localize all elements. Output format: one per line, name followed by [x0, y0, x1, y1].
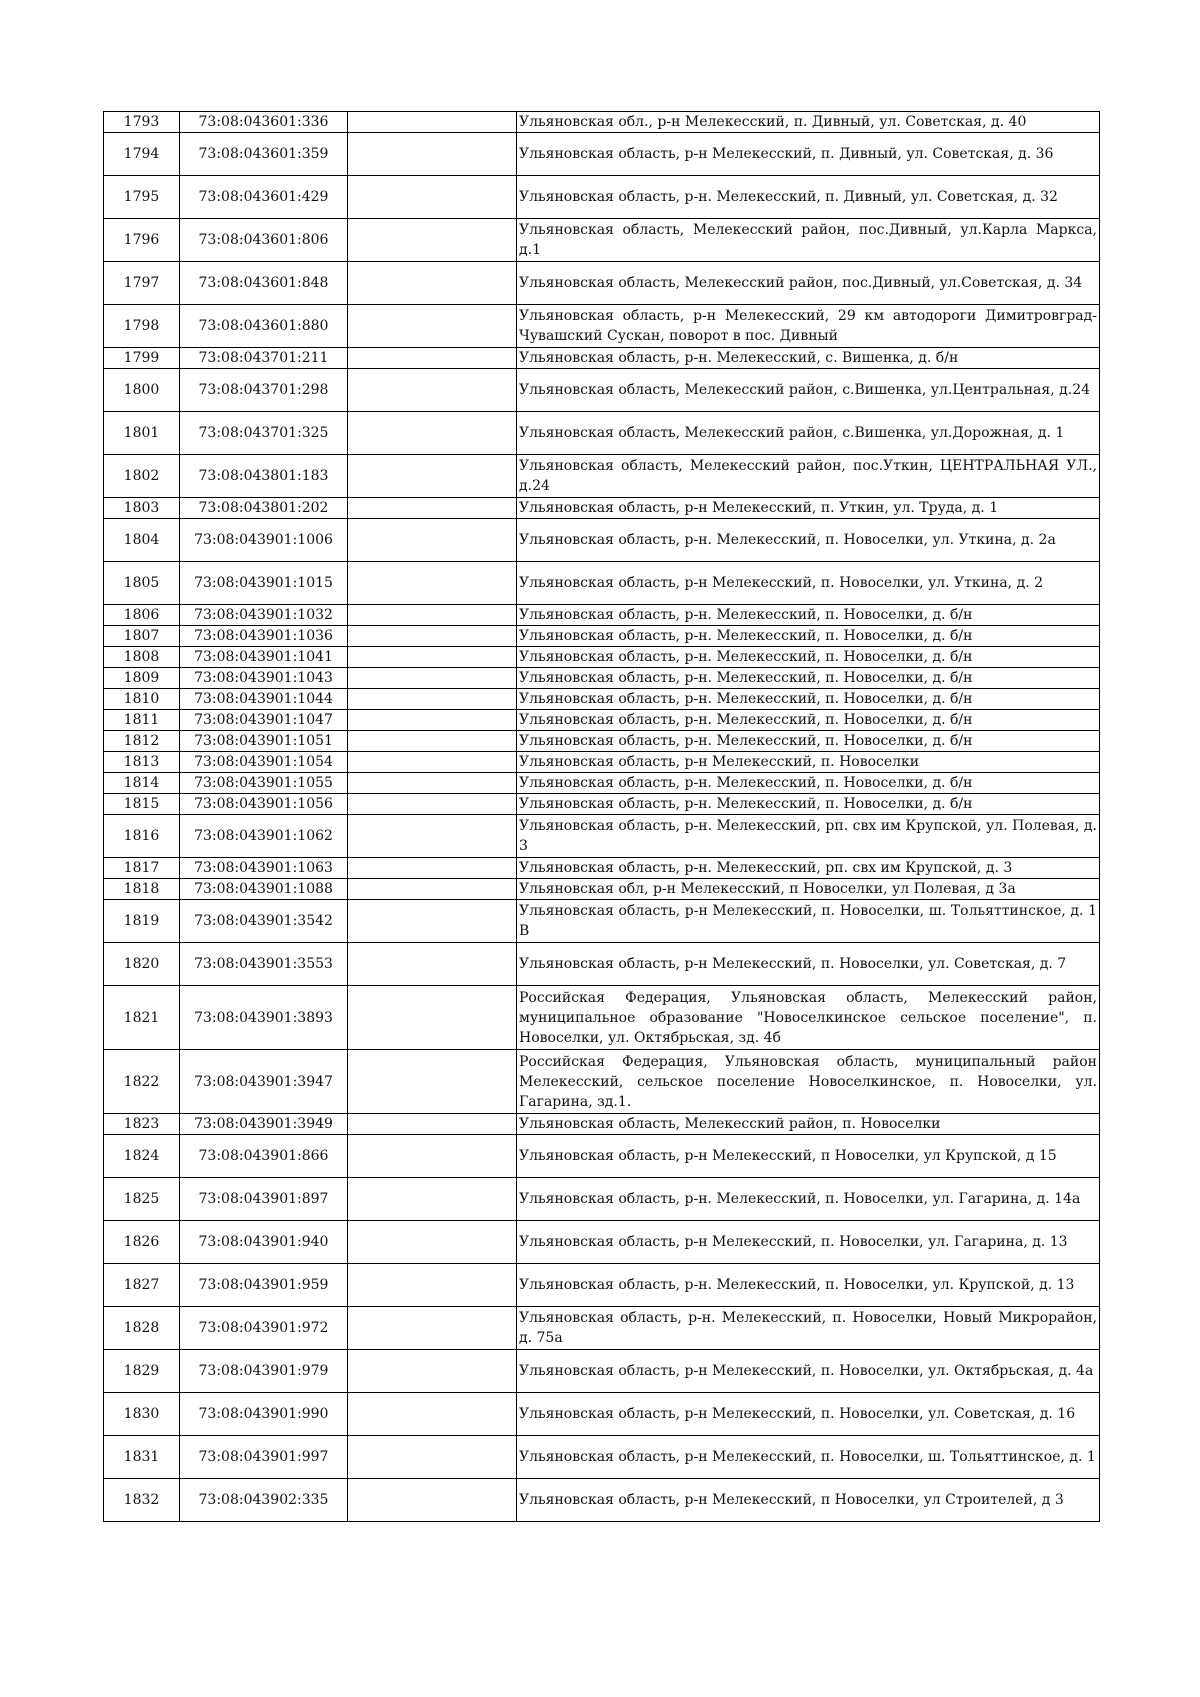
address-cell: Ульяновская область, р-н. Мелекесский, п. Новоселки, д. б/н [517, 794, 1100, 815]
empty-cell [348, 858, 517, 879]
cadastral-number-cell: 73:08:043701:325 [180, 412, 348, 455]
table-row [104, 455, 1100, 498]
empty-cell [348, 262, 517, 305]
row-number-cell: 1829 [104, 1350, 180, 1393]
address-cell: Ульяновская область, Мелекесский район, пос.Дивный, ул.Карла Маркса, д.1 [517, 219, 1100, 262]
address-cell: Российская Федерация, Ульяновская область, Мелекесский район, муниципальное образование "Новоселкинское сельское поселение", п. Новоселки, ул. Октябрьская, зд. 4б [517, 986, 1100, 1050]
row-number-cell: 1805 [104, 562, 180, 605]
table-row [104, 858, 1100, 879]
cadastral-number-cell: 73:08:043601:880 [180, 305, 348, 348]
address-cell: Ульяновская обл., р-н Мелекесский, п. Дивный, ул. Советская, д. 40 [517, 112, 1100, 133]
cadastral-number-cell: 73:08:043901:940 [180, 1221, 348, 1264]
address-cell: Ульяновская область, р-н Мелекесский, п. Уткин, ул. Труда, д. 1 [517, 498, 1100, 519]
row-number-cell: 1811 [104, 710, 180, 731]
address-cell: Ульяновская область, р-н Мелекесский, п. Дивный, ул. Советская, д. 36 [517, 133, 1100, 176]
address-cell: Ульяновская область, Мелекесский район, с.Вишенка, ул.Дорожная, д. 1 [517, 412, 1100, 455]
empty-cell [348, 1350, 517, 1393]
address-cell: Ульяновская область, р-н Мелекесский, п. Новоселки, ш. Тольяттинское, д. 1 В [517, 900, 1100, 943]
row-number-cell: 1808 [104, 647, 180, 668]
row-number-cell: 1813 [104, 752, 180, 773]
empty-cell [348, 1114, 517, 1135]
row-number-cell: 1809 [104, 668, 180, 689]
table-row [104, 879, 1100, 900]
row-number-cell: 1820 [104, 943, 180, 986]
cadastral-number-cell: 73:08:043901:1088 [180, 879, 348, 900]
address-cell: Российская Федерация, Ульяновская область, муниципальный район Мелекесский, сельское поселение Новоселкинское, п. Новоселки, ул. Гагарина, зд.1. [517, 1050, 1100, 1114]
empty-cell [348, 219, 517, 262]
address-cell: Ульяновская область, р-н. Мелекесский, п. Новоселки, д. б/н [517, 668, 1100, 689]
table-row [104, 133, 1100, 176]
table-row [104, 262, 1100, 305]
table-row [104, 986, 1100, 1050]
address-cell: Ульяновская область, р-н Мелекесский, п. Новоселки, ул. Советская, д. 7 [517, 943, 1100, 986]
empty-cell [348, 626, 517, 647]
address-cell: Ульяновская область, р-н Мелекесский, п. Новоселки, ул. Уткина, д. 2 [517, 562, 1100, 605]
address-cell: Ульяновская область, р-н Мелекесский, п. Новоселки, ул. Гагарина, д. 13 [517, 1221, 1100, 1264]
row-number-cell: 1799 [104, 348, 180, 369]
row-number-cell: 1817 [104, 858, 180, 879]
cadastral-number-cell: 73:08:043901:1041 [180, 647, 348, 668]
cadastral-number-cell: 73:08:043901:1055 [180, 773, 348, 794]
table-row [104, 1050, 1100, 1114]
table-row [104, 519, 1100, 562]
row-number-cell: 1818 [104, 879, 180, 900]
table-row [104, 1178, 1100, 1221]
row-number-cell: 1826 [104, 1221, 180, 1264]
row-number-cell: 1796 [104, 219, 180, 262]
table-row [104, 1135, 1100, 1178]
address-cell: Ульяновская область, р-н. Мелекесский, п. Новоселки, Новый Микрорайон, д. 75а [517, 1307, 1100, 1350]
cadastral-number-cell: 73:08:043901:990 [180, 1393, 348, 1436]
address-cell: Ульяновская область, р-н. Мелекесский, п. Дивный, ул. Советская, д. 32 [517, 176, 1100, 219]
table-row [104, 626, 1100, 647]
address-cell: Ульяновская область, Мелекесский район, пос.Уткин, ЦЕНТРАЛЬНАЯ УЛ., д.24 [517, 455, 1100, 498]
row-number-cell: 1806 [104, 605, 180, 626]
address-cell: Ульяновская область, р-н Мелекесский, п. Новоселки, ул. Советская, д. 16 [517, 1393, 1100, 1436]
row-number-cell: 1831 [104, 1436, 180, 1479]
row-number-cell: 1803 [104, 498, 180, 519]
table-row [104, 731, 1100, 752]
empty-cell [348, 752, 517, 773]
table-row [104, 562, 1100, 605]
empty-cell [348, 943, 517, 986]
table-row [104, 219, 1100, 262]
address-cell: Ульяновская область, р-н. Мелекесский, п. Новоселки, ул. Крупской, д. 13 [517, 1264, 1100, 1307]
row-number-cell: 1832 [104, 1479, 180, 1522]
address-cell: Ульяновская область, Мелекесский район, с.Вишенка, ул.Центральная, д.24 [517, 369, 1100, 412]
cadastral-number-cell: 73:08:043901:1015 [180, 562, 348, 605]
cadastral-number-cell: 73:08:043601:848 [180, 262, 348, 305]
row-number-cell: 1814 [104, 773, 180, 794]
cadastral-number-cell: 73:08:043601:429 [180, 176, 348, 219]
empty-cell [348, 133, 517, 176]
row-number-cell: 1827 [104, 1264, 180, 1307]
cadastral-number-cell: 73:08:043901:972 [180, 1307, 348, 1350]
row-number-cell: 1823 [104, 1114, 180, 1135]
table-row [104, 794, 1100, 815]
cadastral-number-cell: 73:08:043901:3542 [180, 900, 348, 943]
table-row [104, 900, 1100, 943]
table-row [104, 498, 1100, 519]
row-number-cell: 1793 [104, 112, 180, 133]
table-row [104, 369, 1100, 412]
cadastral-number-cell: 73:08:043901:3947 [180, 1050, 348, 1114]
cadastral-number-cell: 73:08:043901:3949 [180, 1114, 348, 1135]
table-row [104, 1114, 1100, 1135]
empty-cell [348, 412, 517, 455]
empty-cell [348, 815, 517, 858]
cadastral-number-cell: 73:08:043901:1062 [180, 815, 348, 858]
address-cell: Ульяновская область, Мелекесский район, пос.Дивный, ул.Советская, д. 34 [517, 262, 1100, 305]
address-cell: Ульяновская область, Мелекесский район, п. Новоселки [517, 1114, 1100, 1135]
cadastral-number-cell: 73:08:043801:183 [180, 455, 348, 498]
address-cell: Ульяновская область, р-н. Мелекесский, п. Новоселки, д. б/н [517, 626, 1100, 647]
empty-cell [348, 305, 517, 348]
table-row [104, 1221, 1100, 1264]
address-cell: Ульяновская область, р-н. Мелекесский, п. Новоселки, д. б/н [517, 773, 1100, 794]
table-row [104, 1393, 1100, 1436]
table-row [104, 305, 1100, 348]
empty-cell [348, 773, 517, 794]
empty-cell [348, 1135, 517, 1178]
empty-cell [348, 1479, 517, 1522]
address-cell: Ульяновская область, р-н. Мелекесский, рп. свх им Крупской, ул. Полевая, д. 3 [517, 815, 1100, 858]
row-number-cell: 1830 [104, 1393, 180, 1436]
cadastral-number-cell: 73:08:043601:806 [180, 219, 348, 262]
cadastral-number-cell: 73:08:043801:202 [180, 498, 348, 519]
table-row [104, 176, 1100, 219]
address-cell: Ульяновская область, р-н. Мелекесский, с. Вишенка, д. б/н [517, 348, 1100, 369]
address-cell: Ульяновская область, р-н. Мелекесский, п. Новоселки, д. б/н [517, 605, 1100, 626]
empty-cell [348, 879, 517, 900]
address-cell: Ульяновская область, р-н Мелекесский, 29 км автодороги Димитровград-Чувашский Сускан, поворот в пос. Дивный [517, 305, 1100, 348]
registry-table-body [104, 112, 1100, 1522]
address-cell: Ульяновская область, р-н. Мелекесский, п. Новоселки, д. б/н [517, 710, 1100, 731]
empty-cell [348, 498, 517, 519]
empty-cell [348, 1393, 517, 1436]
empty-cell [348, 794, 517, 815]
cadastral-number-cell: 73:08:043901:997 [180, 1436, 348, 1479]
table-row [104, 1264, 1100, 1307]
cadastral-number-cell: 73:08:043901:3893 [180, 986, 348, 1050]
row-number-cell: 1828 [104, 1307, 180, 1350]
empty-cell [348, 710, 517, 731]
address-cell: Ульяновская область, р-н Мелекесский, п Новоселки, ул Строителей, д 3 [517, 1479, 1100, 1522]
cadastral-number-cell: 73:08:043901:1047 [180, 710, 348, 731]
empty-cell [348, 1178, 517, 1221]
cadastral-number-cell: 73:08:043701:211 [180, 348, 348, 369]
address-cell: Ульяновская область, р-н Мелекесский, п. Новоселки, ул. Октябрьская, д. 4а [517, 1350, 1100, 1393]
cadastral-number-cell: 73:08:043601:336 [180, 112, 348, 133]
table-row [104, 647, 1100, 668]
cadastral-number-cell: 73:08:043901:1063 [180, 858, 348, 879]
address-cell: Ульяновская область, р-н. Мелекесский, п. Новоселки, д. б/н [517, 647, 1100, 668]
empty-cell [348, 900, 517, 943]
cadastral-number-cell: 73:08:043701:298 [180, 369, 348, 412]
address-cell: Ульяновская область, р-н. Мелекесский, рп. свх им Крупской, д. 3 [517, 858, 1100, 879]
address-cell: Ульяновская обл, р-н Мелекесский, п Новоселки, ул Полевая, д 3а [517, 879, 1100, 900]
empty-cell [348, 689, 517, 710]
row-number-cell: 1824 [104, 1135, 180, 1178]
row-number-cell: 1794 [104, 133, 180, 176]
empty-cell [348, 562, 517, 605]
empty-cell [348, 112, 517, 133]
cadastral-number-cell: 73:08:043901:1051 [180, 731, 348, 752]
empty-cell [348, 986, 517, 1050]
address-cell: Ульяновская область, р-н. Мелекесский, п. Новоселки, д. б/н [517, 731, 1100, 752]
cadastral-number-cell: 73:08:043901:1043 [180, 668, 348, 689]
table-row [104, 815, 1100, 858]
table-row [104, 773, 1100, 794]
address-cell: Ульяновская область, р-н Мелекесский, п Новоселки, ул Крупской, д 15 [517, 1135, 1100, 1178]
address-cell: Ульяновская область, р-н. Мелекесский, п. Новоселки, ул. Гагарина, д. 14а [517, 1178, 1100, 1221]
row-number-cell: 1801 [104, 412, 180, 455]
cadastral-number-cell: 73:08:043601:359 [180, 133, 348, 176]
row-number-cell: 1819 [104, 900, 180, 943]
property-registry-table [103, 111, 1100, 1522]
table-row [104, 605, 1100, 626]
row-number-cell: 1795 [104, 176, 180, 219]
table-row [104, 689, 1100, 710]
row-number-cell: 1812 [104, 731, 180, 752]
table-row [104, 112, 1100, 133]
address-cell: Ульяновская область, р-н Мелекесский, п. Новоселки, ш. Тольяттинское, д. 1 [517, 1436, 1100, 1479]
cadastral-number-cell: 73:08:043902:335 [180, 1479, 348, 1522]
row-number-cell: 1802 [104, 455, 180, 498]
row-number-cell: 1822 [104, 1050, 180, 1114]
cadastral-number-cell: 73:08:043901:1054 [180, 752, 348, 773]
table-row [104, 1436, 1100, 1479]
empty-cell [348, 1264, 517, 1307]
empty-cell [348, 1221, 517, 1264]
table-row [104, 710, 1100, 731]
empty-cell [348, 1050, 517, 1114]
table-row [104, 412, 1100, 455]
row-number-cell: 1815 [104, 794, 180, 815]
empty-cell [348, 731, 517, 752]
table-row [104, 1307, 1100, 1350]
table-row [104, 348, 1100, 369]
address-cell: Ульяновская область, р-н. Мелекесский, п. Новоселки, ул. Уткина, д. 2а [517, 519, 1100, 562]
row-number-cell: 1825 [104, 1178, 180, 1221]
empty-cell [348, 455, 517, 498]
table-row [104, 752, 1100, 773]
row-number-cell: 1798 [104, 305, 180, 348]
cadastral-number-cell: 73:08:043901:1044 [180, 689, 348, 710]
table-row [104, 1479, 1100, 1522]
empty-cell [348, 519, 517, 562]
empty-cell [348, 176, 517, 219]
table-row [104, 1350, 1100, 1393]
empty-cell [348, 369, 517, 412]
row-number-cell: 1800 [104, 369, 180, 412]
row-number-cell: 1821 [104, 986, 180, 1050]
cadastral-number-cell: 73:08:043901:1036 [180, 626, 348, 647]
empty-cell [348, 1307, 517, 1350]
cadastral-number-cell: 73:08:043901:897 [180, 1178, 348, 1221]
table-row [104, 668, 1100, 689]
row-number-cell: 1807 [104, 626, 180, 647]
cadastral-number-cell: 73:08:043901:959 [180, 1264, 348, 1307]
address-cell: Ульяновская область, р-н Мелекесский, п. Новоселки [517, 752, 1100, 773]
row-number-cell: 1816 [104, 815, 180, 858]
cadastral-number-cell: 73:08:043901:1032 [180, 605, 348, 626]
address-cell: Ульяновская область, р-н. Мелекесский, п. Новоселки, д. б/н [517, 689, 1100, 710]
row-number-cell: 1810 [104, 689, 180, 710]
cadastral-number-cell: 73:08:043901:866 [180, 1135, 348, 1178]
table-row [104, 943, 1100, 986]
empty-cell [348, 605, 517, 626]
row-number-cell: 1797 [104, 262, 180, 305]
empty-cell [348, 647, 517, 668]
cadastral-number-cell: 73:08:043901:1006 [180, 519, 348, 562]
empty-cell [348, 348, 517, 369]
empty-cell [348, 668, 517, 689]
cadastral-number-cell: 73:08:043901:3553 [180, 943, 348, 986]
cadastral-number-cell: 73:08:043901:1056 [180, 794, 348, 815]
row-number-cell: 1804 [104, 519, 180, 562]
cadastral-number-cell: 73:08:043901:979 [180, 1350, 348, 1393]
empty-cell [348, 1436, 517, 1479]
